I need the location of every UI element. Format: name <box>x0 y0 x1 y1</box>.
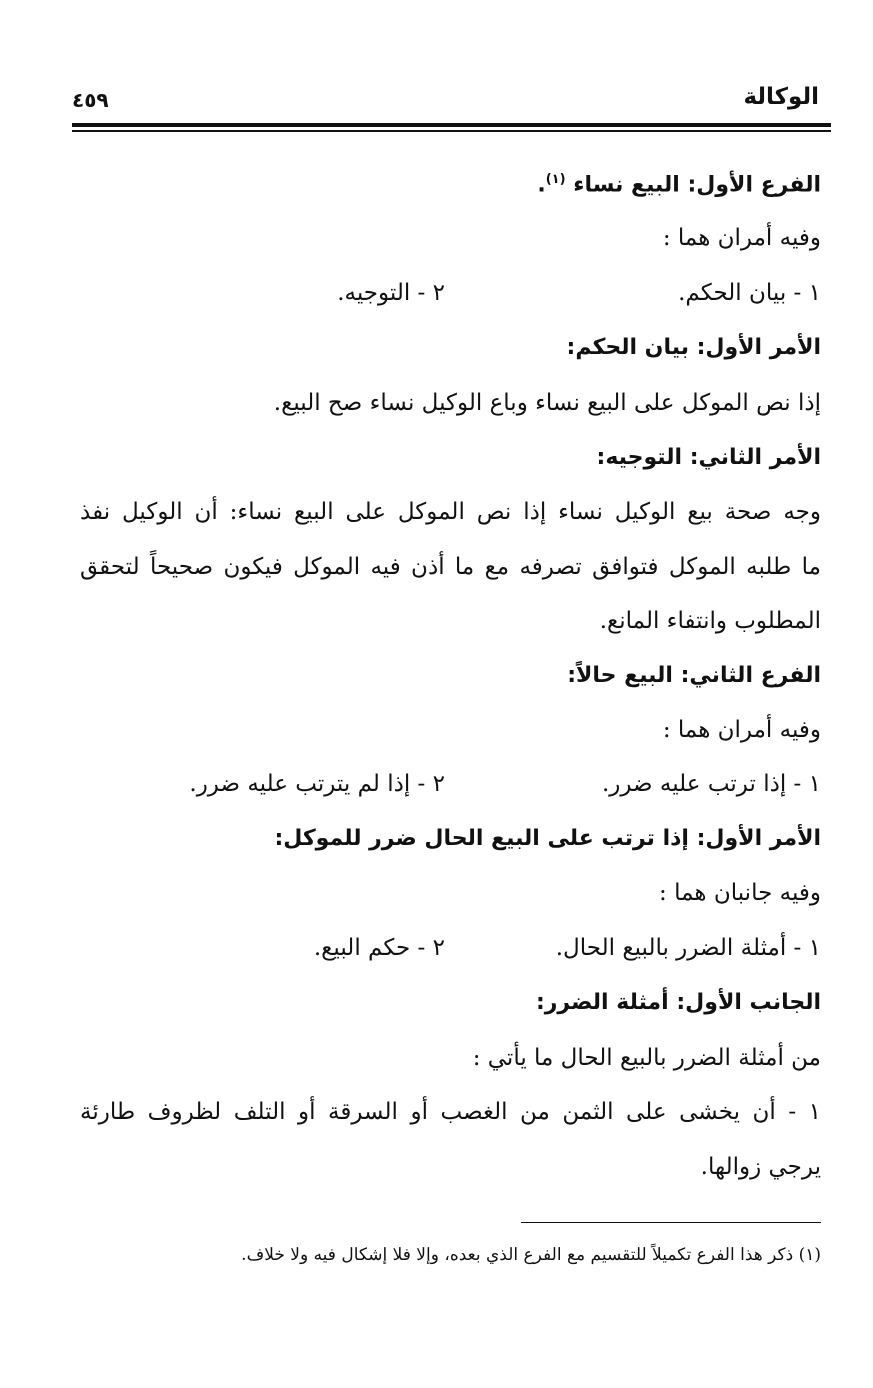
paragraph-line: يرجي زوالها. <box>700 1154 821 1180</box>
header-rule-thin <box>72 130 831 132</box>
list-item-1: ١ - بيان الحكم. <box>678 280 821 306</box>
paragraph-line: ١ - أن يخشى على الثمن من الغصب أو السرقة أو التلف لظروف طارئة <box>80 1099 822 1125</box>
heading-text: الفرع الأول: البيع نساء <box>573 172 821 198</box>
subheading: الجانب الأول: أمثلة الضرر: <box>535 990 821 1015</box>
paragraph-line: وفيه جانبان هما : <box>659 880 821 906</box>
footnote: (١) ذكر هذا الفرع تكميلاً للتقسيم مع الفرع الذي بعده، وإلا فلا إشكال فيه ولا خلاف. <box>241 1245 821 1265</box>
paragraph-line: ما طلبه الموكل فتوافق تصرفه مع ما أذن فيه الموكل فيكون صحيحاً لتحقق <box>80 554 821 580</box>
paragraph-line: المطلوب وانتفاء المانع. <box>599 608 821 634</box>
header-rule-thick <box>72 123 831 127</box>
subheading: الأمر الأول: بيان الحكم: <box>566 335 821 360</box>
footnote-separator <box>521 1222 821 1223</box>
running-header-title: الوكالة <box>743 84 819 110</box>
heading-tail: . <box>537 172 546 198</box>
list-item-2: ٢ - إذا لم يترتب عليه ضرر. <box>189 771 445 797</box>
section-heading-first-branch <box>80 162 821 203</box>
list-item-2: ٢ - التوجيه. <box>337 280 445 306</box>
paragraph-line: من أمثلة الضرر بالبيع الحال ما يأتي : <box>472 1045 821 1071</box>
list-item-1: ١ - إذا ترتب عليه ضرر. <box>601 771 821 797</box>
page-number: ٤٥٩ <box>72 88 109 112</box>
list-item-1: ١ - أمثلة الضرر بالبيع الحال. <box>555 935 821 961</box>
list-item-2: ٢ - حكم البيع. <box>313 935 445 961</box>
paragraph-line: وفيه أمران هما : <box>662 717 821 743</box>
section-heading-second-branch: الفرع الثاني: البيع حالاً: <box>567 663 821 688</box>
paragraph-line: وفيه أمران هما : <box>662 225 821 251</box>
subheading: الأمر الثاني: التوجيه: <box>596 445 821 470</box>
subheading: الأمر الأول: إذا ترتب على البيع الحال ضرر للموكل: <box>274 826 821 851</box>
footnote-ref: (١) <box>545 172 566 187</box>
paragraph-line: إذا نص الموكل على البيع نساء وباع الوكيل نساء صح البيع. <box>273 390 821 416</box>
paragraph-line: وجه صحة بيع الوكيل نساء إذا نص الموكل على البيع نساء: أن الوكيل نفذ <box>80 499 821 525</box>
